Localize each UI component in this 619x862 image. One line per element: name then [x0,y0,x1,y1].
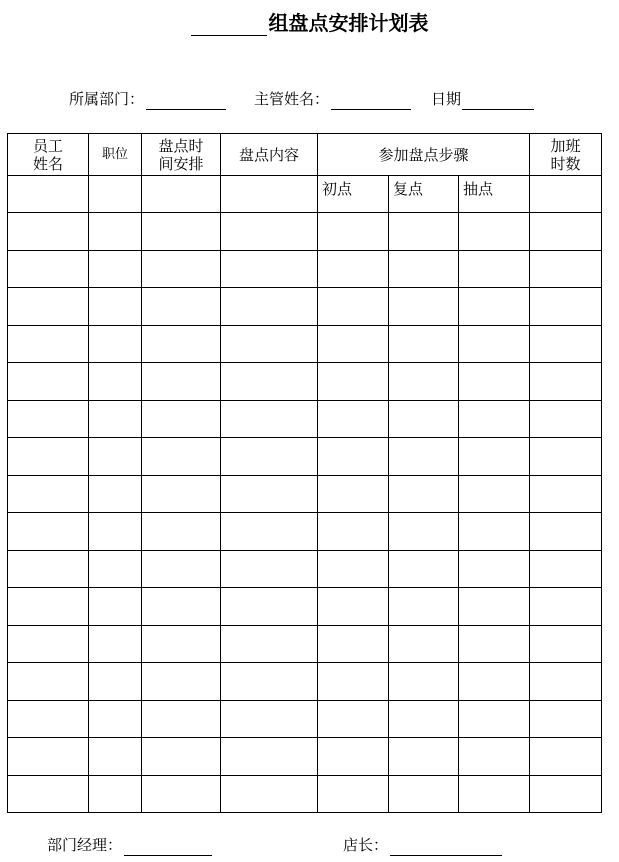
table-cell[interactable] [318,513,389,551]
table-cell[interactable] [8,400,89,438]
table-cell[interactable] [318,550,389,588]
table-cell[interactable] [459,213,530,251]
header-employee-name-text: 员工 姓名 [32,136,63,173]
table-cell[interactable] [89,513,142,551]
table-cell[interactable] [459,663,530,701]
table-cell[interactable] [389,700,459,738]
table-cell[interactable] [318,438,389,476]
table-cell[interactable] [318,700,389,738]
table-cell[interactable] [318,325,389,363]
table-cell[interactable] [8,250,89,288]
table-cell[interactable] [318,475,389,513]
table-cell[interactable] [8,363,89,401]
date-field [431,88,534,110]
date-label: 日期 [431,90,462,108]
table-cell[interactable] [389,588,459,626]
table-row [8,663,602,701]
table-cell[interactable] [89,700,142,738]
table-cell[interactable] [221,550,318,588]
table-cell[interactable] [142,775,221,813]
table-cell[interactable] [389,663,459,701]
table-cell[interactable] [459,475,530,513]
table-cell[interactable] [8,663,89,701]
table-cell[interactable] [530,213,602,251]
table-cell[interactable] [89,363,142,401]
header-overtime-text: 加班 时数 [550,136,581,173]
dept-manager-signature [47,834,212,856]
table-cell[interactable] [221,400,318,438]
department-blank[interactable] [146,91,226,110]
table-cell[interactable] [8,213,89,251]
table-cell[interactable] [389,400,459,438]
table-cell[interactable] [389,550,459,588]
table-cell[interactable] [89,400,142,438]
manager-blank[interactable] [331,91,411,110]
table-cell[interactable] [89,625,142,663]
table-cell[interactable] [530,438,602,476]
table-cell[interactable] [221,775,318,813]
table-cell[interactable] [8,288,89,326]
table-cell[interactable] [389,775,459,813]
table-cell[interactable] [389,250,459,288]
table-cell[interactable] [530,700,602,738]
table-cell[interactable] [89,438,142,476]
table-cell[interactable] [459,363,530,401]
table-cell[interactable] [89,213,142,251]
table-cell[interactable] [530,475,602,513]
table-cell[interactable] [142,288,221,326]
table-cell[interactable] [142,325,221,363]
table-cell[interactable] [459,288,530,326]
table-cell[interactable] [389,213,459,251]
table-cell[interactable] [89,738,142,776]
table-cell[interactable] [142,588,221,626]
table-cell[interactable] [221,176,318,213]
header-content: 盘点内容 [221,134,318,176]
table-row [8,288,602,326]
table-cell[interactable] [142,363,221,401]
table-cell[interactable] [389,513,459,551]
table-cell[interactable] [530,550,602,588]
header-time-schedule-text: 盘点时 间安排 [158,136,204,173]
table-cell[interactable] [89,475,142,513]
table-cell[interactable] [89,588,142,626]
table-cell[interactable] [459,438,530,476]
signature-row [0,834,619,858]
header-employee-name [8,134,89,176]
table-cell[interactable] [530,513,602,551]
table-cell[interactable] [389,363,459,401]
manager-field [254,88,411,110]
table-row [8,213,602,251]
table-cell[interactable] [89,775,142,813]
table-cell[interactable] [459,738,530,776]
table-cell[interactable] [389,325,459,363]
inventory-plan-table [7,133,602,813]
table-cell[interactable] [8,176,89,213]
table-cell[interactable] [221,663,318,701]
document-title-row [0,10,619,40]
table-cell[interactable] [142,550,221,588]
table-cell[interactable] [221,213,318,251]
table-row [8,325,602,363]
table-row [8,550,602,588]
table-row [8,438,602,476]
table-row [8,513,602,551]
sub-header-row [8,176,602,213]
table-cell[interactable] [221,625,318,663]
table-cell[interactable] [459,700,530,738]
table-cell[interactable] [142,250,221,288]
table-cell[interactable] [142,663,221,701]
table-cell[interactable] [530,176,602,213]
table-cell[interactable] [221,738,318,776]
table-cell[interactable] [459,550,530,588]
table-cell[interactable] [221,438,318,476]
table-cell[interactable] [89,325,142,363]
sub-header-initial-count: 初点 [318,176,389,213]
title-blank-line [191,13,267,36]
table-cell[interactable] [221,475,318,513]
table-cell[interactable] [318,250,389,288]
table-cell[interactable] [530,588,602,626]
table-cell[interactable] [221,588,318,626]
table-cell[interactable] [318,663,389,701]
table-cell[interactable] [530,663,602,701]
table-cell[interactable] [530,775,602,813]
table-cell[interactable] [459,250,530,288]
table-row [8,363,602,401]
table-cell[interactable] [530,325,602,363]
table-cell[interactable] [8,775,89,813]
date-blank[interactable] [462,91,534,110]
header-steps: 参加盘点步骤 [318,134,530,176]
table-cell[interactable] [221,700,318,738]
header-row [8,134,602,176]
table-cell[interactable] [389,288,459,326]
dept-manager-label: 部门经理： [47,836,123,854]
table-cell[interactable] [89,250,142,288]
table-cell[interactable] [221,513,318,551]
table-cell[interactable] [530,363,602,401]
table-cell[interactable] [459,625,530,663]
table-row [8,475,602,513]
table-cell[interactable] [221,363,318,401]
table-cell[interactable] [8,700,89,738]
table-cell[interactable] [530,625,602,663]
table-cell[interactable] [142,513,221,551]
sub-header-recount: 复点 [389,176,459,213]
table-cell[interactable] [221,250,318,288]
table-cell[interactable] [318,400,389,438]
table-cell[interactable] [221,325,318,363]
table-cell[interactable] [142,176,221,213]
table-cell[interactable] [221,288,318,326]
table-cell[interactable] [142,700,221,738]
table-cell[interactable] [318,363,389,401]
table-cell[interactable] [389,475,459,513]
table-row [8,400,602,438]
table-cell[interactable] [318,738,389,776]
table-cell[interactable] [530,250,602,288]
department-field [69,88,226,110]
sub-header-spot-check: 抽点 [459,176,530,213]
table-cell[interactable] [8,588,89,626]
table-cell[interactable] [318,625,389,663]
table-cell[interactable] [459,400,530,438]
table-cell[interactable] [8,475,89,513]
table-row [8,738,602,776]
table-cell[interactable] [530,738,602,776]
table-cell[interactable] [89,176,142,213]
table-cell[interactable] [389,625,459,663]
table-cell[interactable] [8,438,89,476]
table-cell[interactable] [89,663,142,701]
table-cell[interactable] [8,325,89,363]
table-cell[interactable] [142,738,221,776]
info-row [0,88,619,112]
table-cell[interactable] [389,438,459,476]
store-manager-blank[interactable] [390,837,502,856]
table-cell[interactable] [8,513,89,551]
table-row [8,588,602,626]
table-cell[interactable] [8,738,89,776]
table-row [8,775,602,813]
table-row [8,625,602,663]
header-position: 职位 [89,134,142,176]
table-cell[interactable] [318,588,389,626]
store-manager-signature [343,834,502,856]
table-cell[interactable] [142,625,221,663]
table-cell[interactable] [142,438,221,476]
table-cell[interactable] [318,213,389,251]
table-cell[interactable] [142,400,221,438]
table-cell[interactable] [459,775,530,813]
table-cell[interactable] [389,738,459,776]
header-time-schedule [142,134,221,176]
manager-label: 主管姓名： [254,90,330,108]
table-row [8,700,602,738]
department-label: 所属部门： [69,90,145,108]
table-cell[interactable] [459,325,530,363]
table-row [8,250,602,288]
store-manager-label: 店长： [343,836,389,854]
document-title: 组盘点安排计划表 [268,11,429,35]
table-cell[interactable] [8,625,89,663]
table-cell[interactable] [142,213,221,251]
dept-manager-blank[interactable] [124,837,212,856]
header-overtime [530,134,602,176]
table-cell[interactable] [8,550,89,588]
table-cell[interactable] [142,475,221,513]
table-cell[interactable] [530,400,602,438]
table-cell[interactable] [459,513,530,551]
table-cell[interactable] [459,588,530,626]
table-cell[interactable] [530,288,602,326]
table-cell[interactable] [89,288,142,326]
table-cell[interactable] [89,550,142,588]
table-cell[interactable] [318,288,389,326]
table-cell[interactable] [318,775,389,813]
